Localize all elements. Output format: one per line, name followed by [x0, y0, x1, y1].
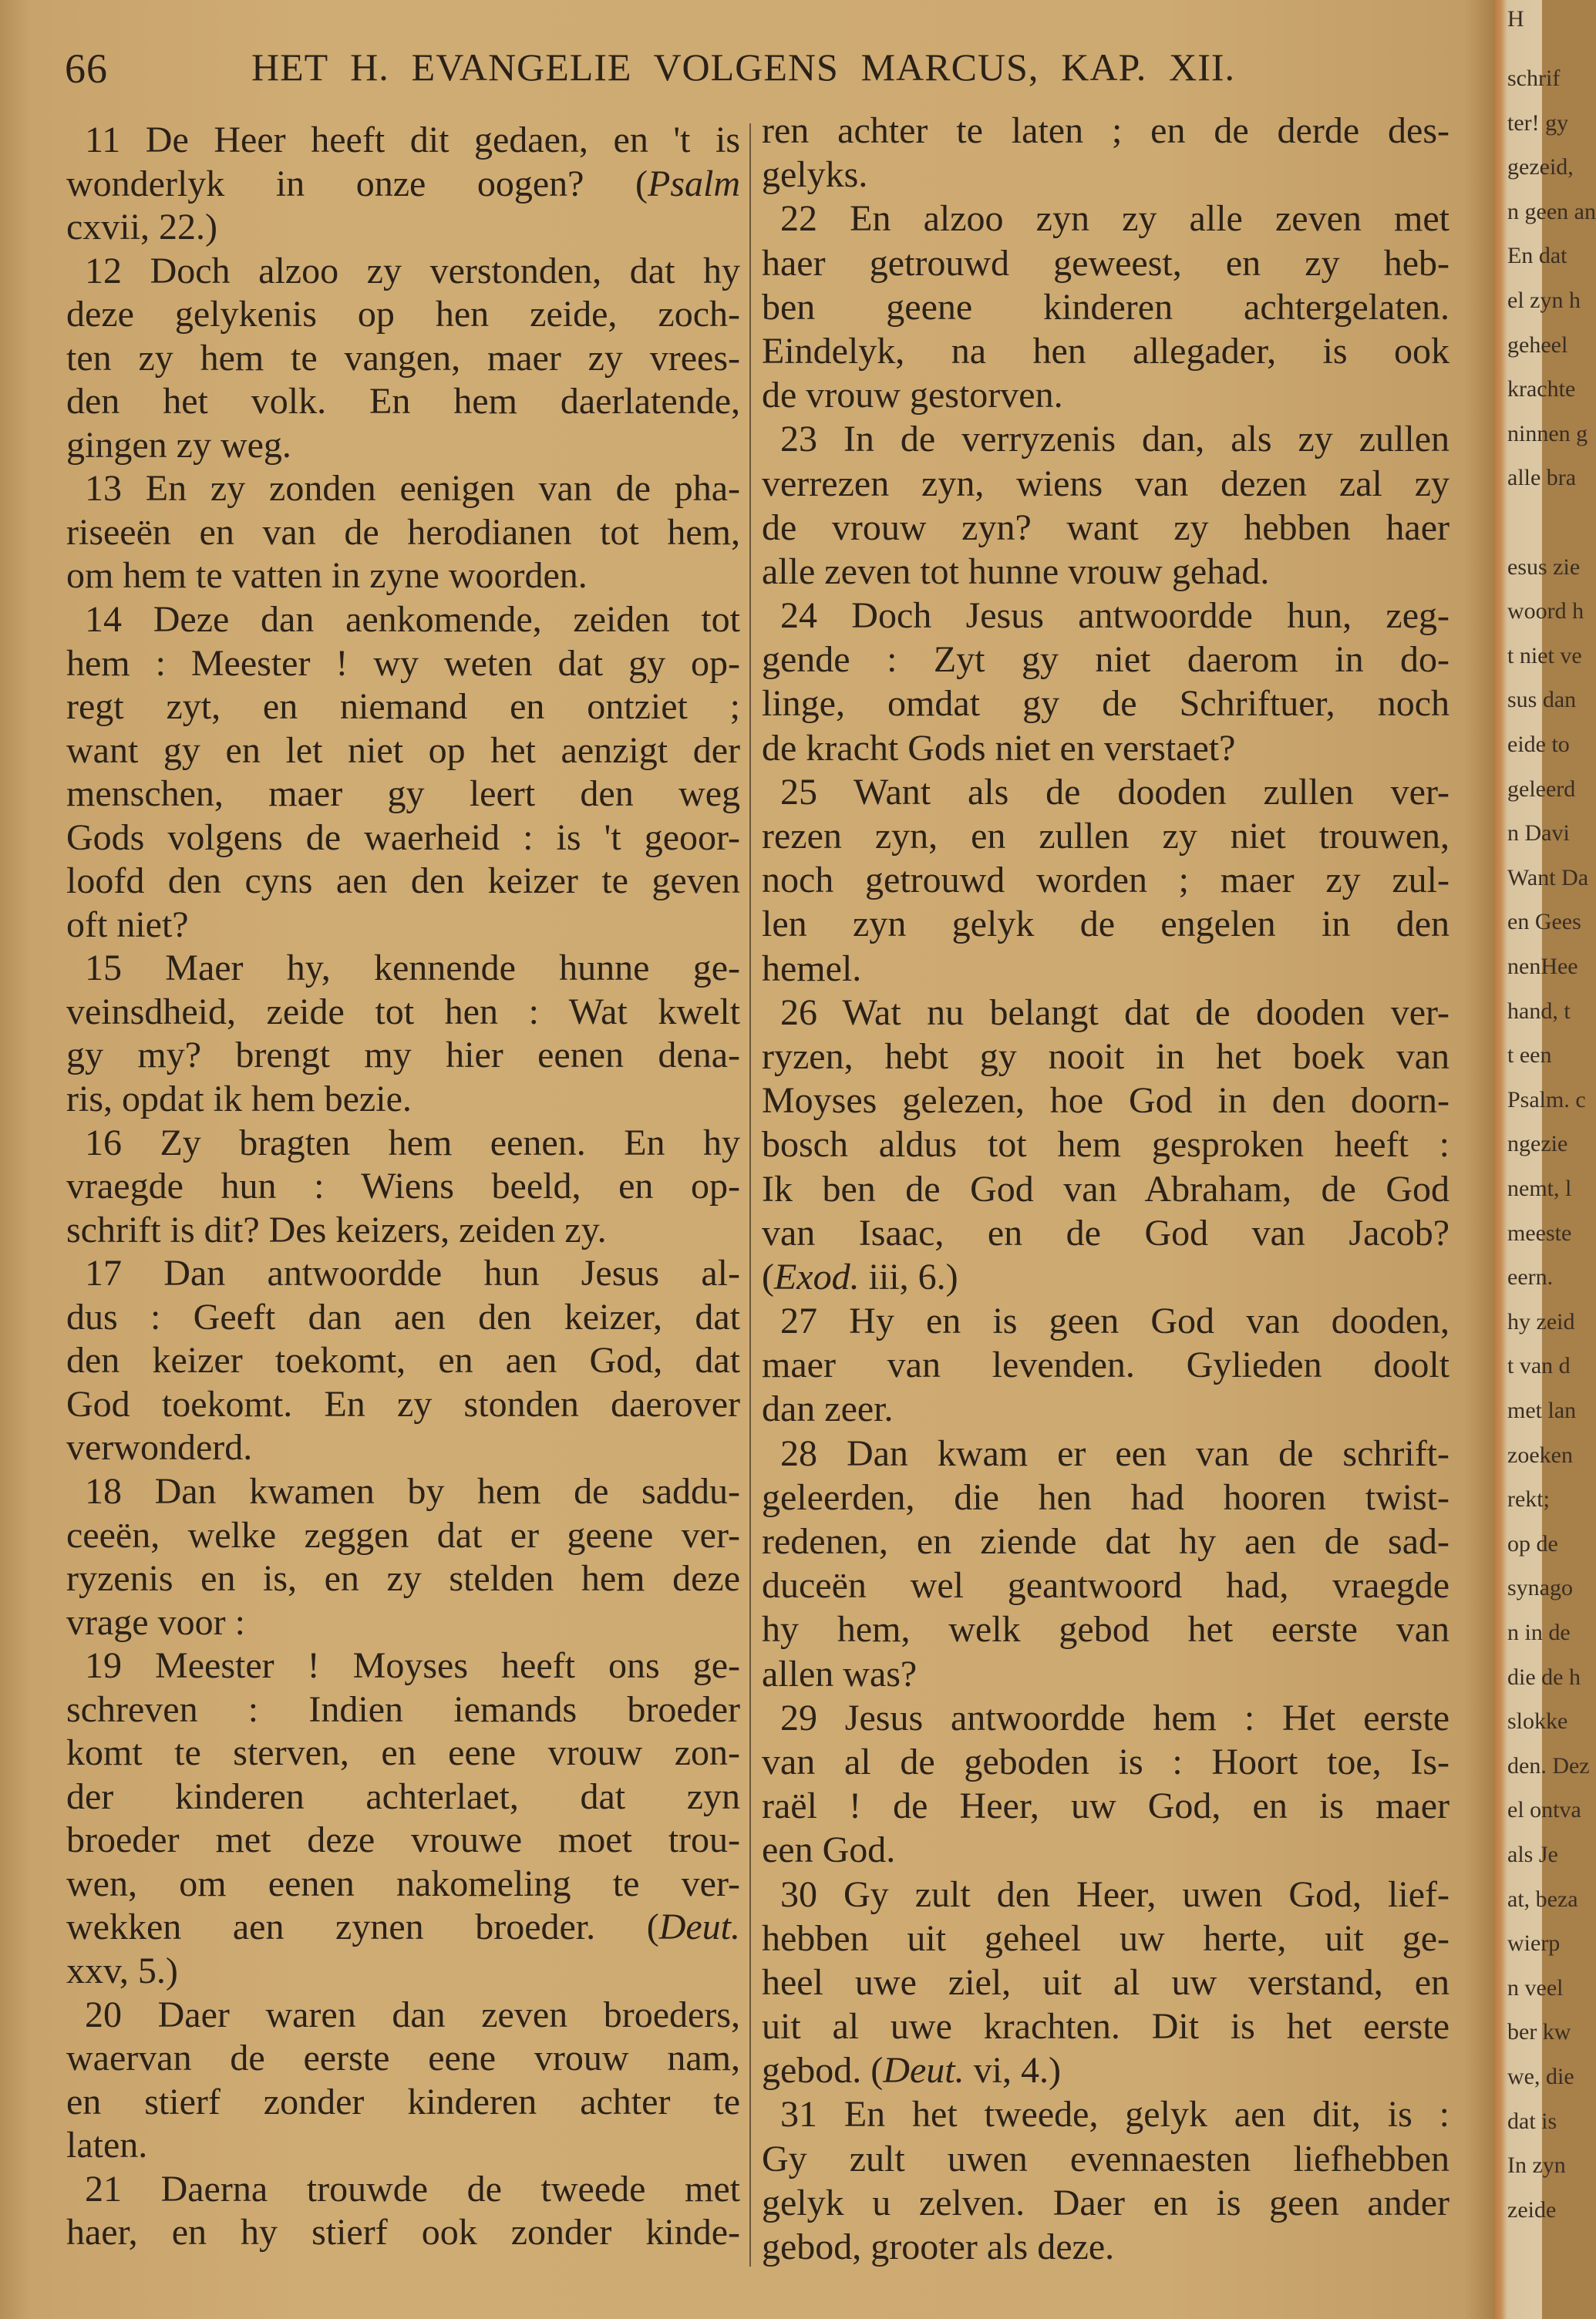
- text-line: Eindelyk, na hen allegader, is ook: [762, 330, 1450, 372]
- next-page-text-fragment: gezeid,: [1507, 154, 1574, 180]
- text-line: redenen, en ziende dat hy aen de sad-: [762, 1521, 1450, 1562]
- next-page-text-fragment: geleerd: [1507, 776, 1576, 802]
- text-line: 17 Dan antwoordde hun Jesus al-: [85, 1253, 740, 1294]
- text-line: schreven : Indien iemands broeder: [66, 1688, 740, 1730]
- column-divider: [749, 123, 751, 2267]
- text-line: gende : Zyt gy niet daerom in do-: [762, 639, 1450, 681]
- next-page-text-fragment: at, beza: [1507, 1886, 1578, 1912]
- text-line: ryzen, hebt gy nooit in het boek van: [762, 1035, 1450, 1077]
- text-line: duceën wel geantwoord had, vraegde: [762, 1565, 1450, 1607]
- text-line: van Isaac, en de God van Jacob?: [762, 1212, 1450, 1254]
- next-page-text-fragment: t van d: [1507, 1353, 1571, 1379]
- text-line: linge, omdat gy de Schriftuer, noch: [762, 683, 1450, 725]
- text-line: der kinderen achterlaet, dat zyn: [66, 1775, 740, 1817]
- text-line: broeder met deze vrouwe moet trou-: [66, 1819, 740, 1861]
- next-page-text-fragment: ninnen g: [1507, 420, 1588, 446]
- text-line: ryzenis en is, en zy stelden hem deze: [66, 1558, 740, 1600]
- text-line: rezen zyn, en zullen zy niet trouwen,: [762, 816, 1450, 857]
- text-line: oft niet?: [66, 904, 189, 945]
- text-segment: wonderlyk in onze oogen? (: [66, 163, 648, 204]
- text-line: loofd den cyns aen den keizer te geven: [66, 860, 740, 902]
- text-line: den keizer toekomt, en aen God, dat: [66, 1340, 740, 1382]
- next-page-text-fragment: ter! gy: [1507, 109, 1569, 136]
- next-page-text-fragment: H: [1507, 6, 1524, 32]
- text-line: Gy zult uwen evennaesten liefhebben: [762, 2138, 1450, 2179]
- text-line: hebben uit geheel uw herte, uit ge-: [762, 1917, 1450, 1959]
- next-page-text-fragment: op de: [1507, 1530, 1558, 1557]
- text-line: cxvii, 22.): [66, 207, 217, 248]
- next-page-text-fragment: we, die: [1507, 2064, 1574, 2089]
- text-line: waervan de eerste eene vrouw nam,: [66, 2038, 740, 2079]
- text-line: 25 Want als de dooden zullen ver-: [780, 771, 1450, 813]
- next-page-text-fragment: nemt, l: [1507, 1176, 1572, 1201]
- text-line: alle zeven tot hunne vrouw gehad.: [762, 550, 1270, 592]
- italic-reference: Deut.: [658, 1907, 740, 1948]
- text-segment: iii, 6.): [859, 1256, 958, 1297]
- text-line: maer van levenden. Gylieden doolt: [762, 1345, 1450, 1386]
- text-segment: wekken aen zynen broeder. (: [66, 1907, 659, 1948]
- next-page-text-fragment: zeide: [1507, 2196, 1557, 2223]
- text-line: den het volk. En hem daerlatende,: [66, 381, 740, 422]
- text-line: 27 Hy en is geen God van dooden,: [780, 1301, 1450, 1342]
- next-page-text-fragment: ber kw: [1507, 2019, 1571, 2045]
- running-title: HET H. EVANGELIE VOLGENS MARCUS, KAP. XII.: [251, 45, 1235, 89]
- text-line: haer, en hy stierf ook zonder kinde-: [66, 2212, 740, 2253]
- text-line: dus : Geeft dan aen den keizer, dat: [66, 1296, 740, 1338]
- text-line: hem : Meester ! wy weten dat gy op-: [66, 642, 740, 684]
- italic-reference: Psalm: [648, 163, 740, 204]
- next-page-text-fragment: n veel: [1507, 1974, 1564, 2001]
- text-line: 11 De Heer heeft dit gedaen, en 't is: [85, 119, 740, 160]
- text-line: uit al uwe krachten. Dit is het eerste: [762, 2006, 1450, 2048]
- text-line: regt zyt, en niemand en ontziet ;: [66, 686, 740, 728]
- next-page-text-fragment: als Je: [1507, 1842, 1558, 1867]
- text-line: 20 Daer waren dan zeven broeders,: [85, 1994, 740, 2035]
- text-line: om hem te vatten in zyne woorden.: [66, 555, 588, 597]
- text-line: gelyks.: [762, 154, 868, 196]
- text-line: [762, 1255, 1450, 1299]
- next-page-text-fragment: In zyn: [1507, 2152, 1566, 2179]
- next-page-text-fragment: esus zie: [1507, 554, 1581, 580]
- text-line: raël ! de Heer, uw God, en is maer: [762, 1786, 1450, 1827]
- next-page-text-fragment: dat is: [1507, 2108, 1557, 2134]
- next-page-text-fragment: eern.: [1507, 1264, 1554, 1291]
- next-page-text-fragment: el ontva: [1507, 1797, 1581, 1823]
- next-page-text-fragment: Psalm. c: [1507, 1086, 1586, 1112]
- text-line: de vrouw gestorven.: [762, 375, 1063, 416]
- page-header: [0, 45, 1493, 94]
- text-line: een God.: [762, 1829, 896, 1871]
- text-line: ben geene kinderen achtergelaten.: [762, 286, 1450, 328]
- next-page-text-fragment: n in de: [1507, 1620, 1571, 1645]
- next-page-text-fragment: n Davi: [1507, 820, 1570, 846]
- next-page-text-fragment: en Gees: [1507, 909, 1581, 935]
- text-segment: (: [762, 1256, 774, 1297]
- text-line: verrezen zyn, wiens van dezen zal zy: [762, 463, 1450, 504]
- italic-reference: Exod.: [773, 1256, 860, 1297]
- text-line: want gy en let niet op het aenzigt der: [66, 729, 740, 771]
- next-page-text-fragment: el zyn h: [1507, 288, 1581, 313]
- page-number: 66: [65, 45, 108, 92]
- next-page-text-fragment: schrif: [1507, 66, 1561, 91]
- text-line: riseeën en van de herodianen tot hem,: [66, 511, 740, 553]
- next-page-text-fragment: t niet ve: [1507, 642, 1582, 668]
- next-page-text-fragment: wierp: [1507, 1930, 1561, 1957]
- next-page-text-fragment: die de h: [1507, 1664, 1581, 1690]
- text-segment: vi, 4.): [964, 2050, 1061, 2092]
- next-page-text-fragment: met lan: [1507, 1398, 1577, 1423]
- text-line: komt te sterven, en eene vrouw zon-: [66, 1732, 740, 1774]
- text-line: van al de geboden is : Hoort toe, Is-: [762, 1741, 1450, 1782]
- text-line: wen, om eenen nakomeling te ver-: [66, 1863, 740, 1904]
- next-page-text-fragment: En dat: [1507, 243, 1567, 269]
- text-line: en stierf zonder kinderen achter te: [66, 2081, 740, 2122]
- text-line: [66, 1906, 740, 1950]
- next-page-text-fragment: nenHee: [1507, 954, 1578, 979]
- text-line: allen was?: [762, 1653, 918, 1695]
- text-line: 21 Daerna trouwde de tweede met: [85, 2168, 740, 2210]
- italic-reference: Deut.: [883, 2050, 965, 2092]
- next-page-text-fragment: slokke: [1507, 1708, 1568, 1735]
- text-line: 22 En alzoo zyn zy alle zeven met: [780, 198, 1450, 240]
- next-page-text-fragment: hy zeid: [1507, 1308, 1575, 1335]
- text-line: gy my? brengt my hier eenen dena-: [66, 1035, 740, 1076]
- text-line: 23 In de verryzenis dan, als zy zullen: [780, 419, 1450, 460]
- text-segment: gebod. (: [762, 2050, 884, 2092]
- next-page-text-fragment: krachte: [1507, 376, 1576, 402]
- text-line: verwonderd.: [66, 1427, 253, 1469]
- next-page-text-fragment: alle bra: [1507, 465, 1577, 491]
- text-line: ceeën, welke zeggen dat er geene ver-: [66, 1514, 740, 1556]
- text-line: 19 Meester ! Moyses heeft ons ge-: [85, 1645, 740, 1687]
- next-page-text-fragment: rekt;: [1507, 1486, 1550, 1513]
- next-page-text-fragment: sus dan: [1507, 687, 1577, 713]
- text-line: 24 Doch Jesus antwoordde hun, zeg-: [780, 595, 1450, 637]
- text-line: Moyses gelezen, hoe God in den doorn-: [762, 1080, 1450, 1122]
- text-line: [66, 163, 740, 207]
- text-line: noch getrouwd worden ; maer zy zul-: [762, 860, 1450, 901]
- text-line: dan zeer.: [762, 1388, 894, 1430]
- text-line: gingen zy weg.: [66, 424, 291, 466]
- text-line: hemel.: [762, 947, 862, 989]
- left-text-column: [66, 119, 740, 2255]
- text-line: gebod, grooter als deze.: [762, 2226, 1115, 2267]
- text-line: ren achter te laten ; en de derde des-: [762, 110, 1450, 151]
- text-line: hy hem, welk gebod het eerste van: [762, 1609, 1450, 1651]
- text-line: deze gelykenis op hen zeide, zoch-: [66, 294, 740, 335]
- text-line: 29 Jesus antwoordde hem : Het eerste: [780, 1697, 1450, 1738]
- text-line: 14 Deze dan aenkomende, zeiden tot: [85, 599, 740, 641]
- text-line: de vrouw zyn? want zy hebben haer: [762, 507, 1450, 548]
- next-page-text-fragment: zoeken: [1507, 1442, 1573, 1468]
- text-line: 18 Dan kwamen by hem de saddu-: [85, 1470, 740, 1512]
- next-page-text-fragment: n geen an: [1507, 198, 1596, 224]
- text-line: bosch aldus tot hem gesproken heeft :: [762, 1124, 1450, 1166]
- text-line: 30 Gy zult den Heer, uwen God, lief-: [780, 1873, 1450, 1915]
- text-line: gelyk u zelven. Daer en is geen ander: [762, 2182, 1450, 2223]
- text-line: schrift is dit? Des keizers, zeiden zy.: [66, 1209, 607, 1250]
- text-line: veinsdheid, zeide tot hen : Wat kwelt: [66, 991, 740, 1032]
- text-line: 12 Doch alzoo zy verstonden, dat hy: [85, 250, 740, 291]
- text-line: 31 En het tweede, gelyk aen dit, is :: [780, 2094, 1450, 2136]
- next-page-text-fragment: geheel: [1507, 332, 1568, 358]
- text-line: 13 En zy zonden eenigen van de pha-: [85, 468, 740, 510]
- text-line: vrage voor :: [66, 1601, 245, 1643]
- text-line: ten zy hem te vangen, maer zy vrees-: [66, 337, 740, 379]
- adjacent-page-edge: [1493, 0, 1596, 2319]
- next-page-text-fragment: den. Dez: [1507, 1752, 1590, 1779]
- text-line: 16 Zy bragten hem eenen. En hy: [85, 1122, 740, 1163]
- next-page-text-fragment: t een: [1507, 1042, 1552, 1069]
- text-line: God toekomt. En zy stonden daerover: [66, 1383, 740, 1425]
- text-line: Ik ben de God van Abraham, de God: [762, 1168, 1450, 1210]
- text-line: 28 Dan kwam er een van de schrift-: [780, 1432, 1450, 1474]
- text-line: laten.: [66, 2125, 148, 2166]
- next-page-text-fragment: meeste: [1507, 1220, 1572, 1246]
- text-line: [762, 2048, 1450, 2092]
- text-line: 26 Wat nu belangt dat de dooden ver-: [780, 991, 1450, 1033]
- text-line: haer getrouwd geweest, en zy heb-: [762, 242, 1450, 284]
- text-line: 15 Maer hy, kennende hunne ge-: [85, 947, 740, 989]
- text-line: Gods volgens de waerheid : is 't geoor-: [66, 816, 740, 858]
- next-page-text-fragment: eide to: [1507, 732, 1570, 757]
- next-page-text-fragment: ngezie: [1507, 1131, 1568, 1157]
- text-line: geleerden, die hen had hooren twist-: [762, 1476, 1450, 1518]
- next-page-text-fragment: synago: [1507, 1575, 1573, 1601]
- text-line: ris, opdat ik hem bezie.: [66, 1079, 412, 1120]
- next-page-text-fragment: hand, t: [1507, 998, 1571, 1024]
- text-line: heel uwe ziel, uit al uw verstand, en: [762, 1961, 1450, 2003]
- right-text-column: [762, 109, 1450, 2269]
- text-line: xxv, 5.): [66, 1950, 178, 1991]
- next-page-text-fragment: Want Da: [1507, 864, 1589, 890]
- text-line: menschen, maer gy leert den weg: [66, 773, 740, 815]
- next-page-text-fragment: woord h: [1507, 598, 1584, 624]
- text-line: len zyn gelyk de engelen in den: [762, 904, 1450, 945]
- text-line: vraegde hun : Wiens beeld, en op-: [66, 1166, 740, 1207]
- text-line: de kracht Gods niet en verstaet?: [762, 727, 1236, 769]
